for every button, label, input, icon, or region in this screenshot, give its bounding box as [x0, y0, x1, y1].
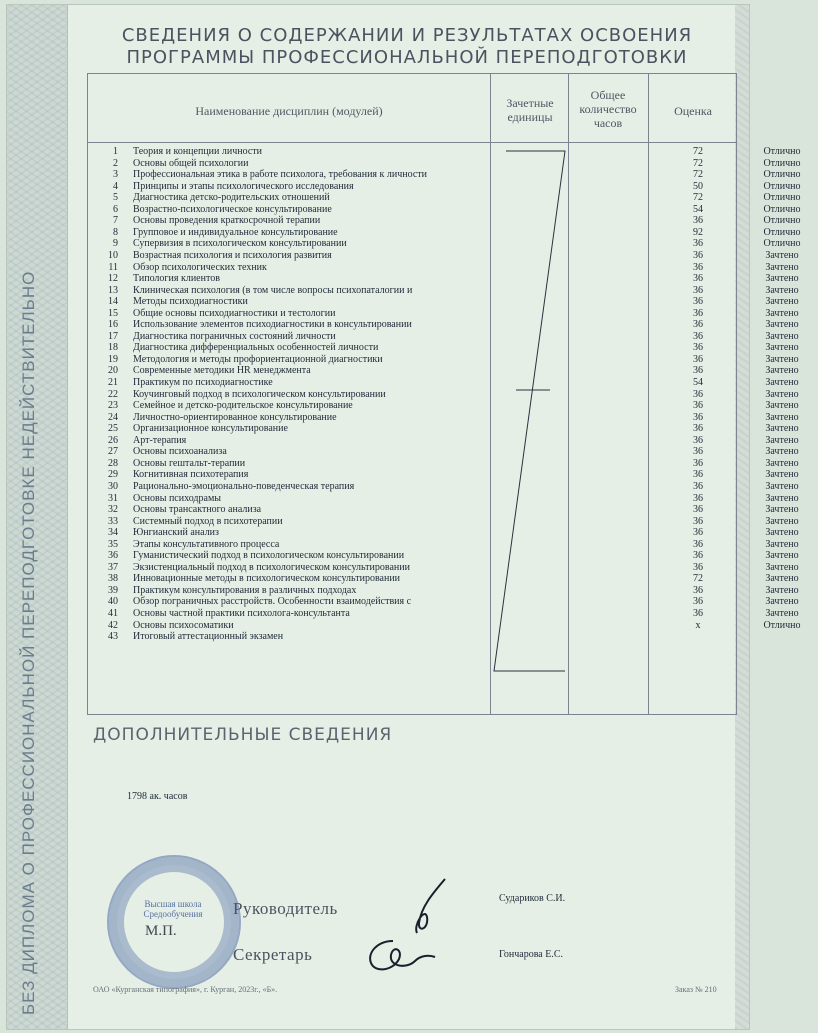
- hours-value: 36: [693, 411, 703, 423]
- row-number: 38: [108, 573, 118, 585]
- hours-value: 36: [693, 469, 703, 481]
- row-number: 24: [108, 411, 118, 423]
- discipline-name: Арт-терапия: [133, 434, 187, 446]
- row-number: 36: [108, 550, 118, 562]
- row-number: 4: [113, 180, 118, 192]
- row-number: 6: [113, 203, 118, 215]
- discipline-name: Практикум консультирования в различных подходах: [133, 584, 357, 596]
- grade-value: Зачтено: [765, 353, 799, 365]
- grade-value: Зачтено: [765, 365, 799, 377]
- discipline-name: Общие основы психодиагностики и тестологии: [133, 307, 336, 319]
- official-stamp: [107, 855, 241, 989]
- grade-value: Зачтено: [765, 249, 799, 261]
- discipline-name: Групповое и индивидуальное консультирование: [133, 226, 338, 238]
- hours-value: x: [695, 619, 701, 631]
- hours-value: 72: [693, 157, 703, 169]
- hours-value: 36: [693, 238, 703, 250]
- row-number: 11: [108, 261, 118, 273]
- grade-value: Отлично: [763, 192, 801, 204]
- diploma-supplement-page: [6, 4, 801, 1030]
- row-number: 1: [113, 146, 118, 157]
- row-number: 35: [108, 538, 118, 550]
- row-number: 26: [108, 434, 118, 446]
- grade-value: Зачтено: [765, 284, 799, 296]
- row-number: 40: [108, 596, 118, 608]
- director-label: Руководитель: [233, 899, 338, 918]
- row-number: 13: [108, 284, 118, 296]
- grade-value: Зачтено: [765, 608, 799, 619]
- printer-imprint: ОАО «Курганская типография», г. Курган, 2023г., «Б».: [93, 985, 278, 994]
- row-number: 3: [113, 169, 118, 181]
- discipline-name: Современные методики HR менеджмента: [133, 365, 311, 377]
- grade-value: Отлично: [763, 180, 801, 192]
- additional-info-text: 1798 ак. часов: [127, 791, 188, 802]
- row-number: 17: [108, 330, 118, 342]
- row-number: 2: [113, 157, 118, 169]
- hours-value: 36: [693, 400, 703, 412]
- grade-value: Зачтено: [765, 400, 799, 412]
- row-number: 8: [113, 226, 118, 238]
- row-number: 15: [108, 307, 118, 319]
- header-hours: Общее количество часов: [579, 88, 637, 130]
- hours-value: 36: [693, 561, 703, 573]
- row-number: 12: [108, 273, 118, 285]
- discipline-name: Профессиональная этика в работе психолога, требования к личности: [133, 169, 428, 181]
- row-number: 33: [108, 515, 118, 527]
- hours-value: 36: [693, 608, 703, 619]
- discipline-name: Клиническая психология (в том числе вопросы психопаталогии и: [133, 284, 413, 296]
- stamp-text: Высшая школа Средообучения: [143, 899, 203, 919]
- discipline-name: Рационально-эмоционально-поведенческая терапия: [133, 480, 355, 492]
- grade-value: Зачтено: [765, 307, 799, 319]
- discipline-name: Когнитивная психотерапия: [133, 469, 249, 481]
- grade-value: Зачтено: [765, 596, 799, 608]
- discipline-name: Экзистенциальный подход в психологическом консультировании: [133, 561, 410, 573]
- grade-value: Зачтено: [765, 515, 799, 527]
- discipline-name: Обзор пограничных расстройств. Особенности взаимодействия с: [133, 596, 412, 608]
- disciplines-table: [87, 73, 801, 715]
- grade-value: Отлично: [763, 215, 801, 227]
- discipline-name: Инновационные методы в психологическом консультировании: [133, 573, 401, 585]
- discipline-name: Юнгианский анализ: [133, 527, 219, 539]
- hours-value: 36: [693, 550, 703, 562]
- hours-value: 72: [693, 573, 703, 585]
- discipline-name: Методы психодиагностики: [133, 296, 248, 308]
- director-name: Судариков С.И.: [499, 893, 566, 904]
- secretary-name: Гончарова Е.С.: [499, 949, 564, 960]
- discipline-name: Гуманистический подход в психологическом консультировании: [133, 550, 405, 562]
- hours-value: 36: [693, 296, 703, 308]
- grade-value: Зачтено: [765, 550, 799, 562]
- grade-value: Зачтено: [765, 342, 799, 354]
- row-number: 22: [108, 388, 118, 400]
- row-number: 16: [108, 319, 118, 331]
- row-number: 18: [108, 342, 118, 354]
- page-title-line1: СВЕДЕНИЯ О СОДЕРЖАНИИ И РЕЗУЛЬТАТАХ ОСВОЕНИЯ: [121, 25, 693, 46]
- row-number: 41: [108, 608, 118, 619]
- hours-value: 72: [693, 192, 703, 204]
- grade-value: Зачтено: [765, 296, 799, 308]
- grade-value: Зачтено: [765, 480, 799, 492]
- grade-value: Отлично: [763, 169, 801, 181]
- discipline-name: Основы психоанализа: [133, 446, 227, 458]
- hours-value: 72: [693, 169, 703, 181]
- discipline-name: Системный подход в психотерапии: [133, 515, 283, 527]
- grade-value: Зачтено: [765, 584, 799, 596]
- discipline-name: Основы общей психологии: [133, 157, 249, 169]
- discipline-name: Возрастная психология и психология развития: [133, 249, 332, 261]
- discipline-name: Практикум по психодиагностике: [133, 377, 273, 388]
- hours-value: 36: [693, 492, 703, 504]
- order-number: Заказ № 210: [675, 985, 717, 994]
- discipline-name: Теория и концепции личности: [133, 146, 262, 157]
- row-number: 20: [108, 365, 118, 377]
- grade-value: Зачтено: [765, 377, 799, 388]
- grade-value: Отлично: [763, 157, 801, 169]
- row-number: 7: [113, 215, 118, 227]
- secretary-signature: [363, 933, 443, 983]
- page-title: [77, 25, 737, 69]
- additional-info-title: ДОПОЛНИТЕЛЬНЫЕ СВЕДЕНИЯ: [93, 725, 393, 745]
- director-signature: [403, 877, 463, 937]
- row-number: 9: [113, 238, 118, 250]
- hours-value: 36: [693, 365, 703, 377]
- discipline-name: Диагностика детско-родительских отношений: [133, 192, 330, 204]
- discipline-name: Основы трансактного анализа: [133, 504, 262, 516]
- row-number: 27: [108, 446, 118, 458]
- discipline-name: Основы проведения краткосрочной терапии: [133, 215, 321, 227]
- discipline-name: Семейное и детско-родительское консультирование: [133, 400, 353, 412]
- hours-value: 36: [693, 596, 703, 608]
- header-grade: Оценка: [674, 104, 712, 118]
- header-units: Зачетные единицы: [506, 96, 554, 124]
- grade-value: Зачтено: [765, 469, 799, 481]
- grade-value: Зачтено: [765, 504, 799, 516]
- grade-value: Отлично: [763, 226, 801, 238]
- row-number: 32: [108, 504, 118, 516]
- row-number: 37: [108, 561, 118, 573]
- grade-value: Зачтено: [765, 261, 799, 273]
- hours-value: 36: [693, 527, 703, 539]
- grade-value: Зачтено: [765, 492, 799, 504]
- hours-value: 36: [693, 307, 703, 319]
- row-number: 29: [108, 469, 118, 481]
- discipline-name: Организационное консультирование: [133, 423, 288, 435]
- row-number: 34: [108, 527, 118, 539]
- grade-value: Зачтено: [765, 457, 799, 469]
- seal-place-label: М.П.: [145, 923, 177, 939]
- discipline-name: Основы психосоматики: [133, 619, 234, 631]
- grade-value: Зачтено: [765, 273, 799, 285]
- page-title-line2: ПРОГРАММЫ ПРОФЕССИОНАЛЬНОЙ ПЕРЕПОДГОТОВКИ: [126, 47, 688, 68]
- side-warning-text: БЕЗ ДИПЛОМА О ПРОФЕССИОНАЛЬНОЙ ПЕРЕПОДГОТОВКЕ НЕДЕЙСТВИТЕЛЬНО: [19, 270, 38, 1015]
- hours-value: 36: [693, 515, 703, 527]
- discipline-name: Основы частной практики психолога-консультанта: [133, 608, 350, 619]
- grade-value: Зачтено: [765, 330, 799, 342]
- discipline-name: Основы гештальт-терапии: [133, 457, 246, 469]
- discipline-name: Использование элементов психодиагностики в консультировании: [133, 319, 412, 331]
- grade-value: Зачтено: [765, 446, 799, 458]
- discipline-name: Обзор психологических техник: [133, 261, 267, 273]
- hours-value: 36: [693, 342, 703, 354]
- discipline-name: Основы психодрамы: [133, 492, 221, 504]
- hours-value: 50: [693, 180, 703, 192]
- hours-value: 36: [693, 273, 703, 285]
- hours-value: 36: [693, 423, 703, 435]
- hours-value: 54: [693, 377, 703, 388]
- header-discipline: Наименование дисциплин (модулей): [195, 104, 383, 118]
- grade-value: Отлично: [763, 203, 801, 215]
- row-number: 23: [108, 400, 118, 412]
- hours-value: 36: [693, 284, 703, 296]
- grade-value: Зачтено: [765, 411, 799, 423]
- grade-value: Зачтено: [765, 423, 799, 435]
- row-number: 31: [108, 492, 118, 504]
- row-number: 43: [108, 631, 118, 643]
- hours-value: 36: [693, 249, 703, 261]
- hours-value: 36: [693, 330, 703, 342]
- discipline-name: Личностно-ориентированное консультирование: [133, 411, 337, 423]
- discipline-name: Итоговый аттестационный экзамен: [133, 631, 284, 643]
- row-number: 28: [108, 457, 118, 469]
- row-number: 39: [108, 584, 118, 596]
- discipline-name: Методология и методы профориентационной диагностики: [133, 353, 383, 365]
- row-number: 10: [108, 249, 118, 261]
- hours-value: 36: [693, 446, 703, 458]
- grade-value: Зачтено: [765, 388, 799, 400]
- discipline-name: Супервизия в психологическом консультировании: [133, 238, 347, 250]
- grade-value: Зачтено: [765, 538, 799, 550]
- grade-value: Зачтено: [765, 434, 799, 446]
- hours-value: 36: [693, 319, 703, 331]
- grade-value: Зачтено: [765, 527, 799, 539]
- row-number: 30: [108, 480, 118, 492]
- row-number: 42: [108, 619, 118, 631]
- grade-value: Зачтено: [765, 319, 799, 331]
- discipline-name: Типология клиентов: [133, 273, 220, 285]
- hours-value: 36: [693, 538, 703, 550]
- grade-value: Отлично: [763, 146, 801, 157]
- hours-value: 72: [693, 146, 703, 157]
- row-number: 25: [108, 423, 118, 435]
- hours-value: 36: [693, 504, 703, 516]
- discipline-name: Возрастно-психологическое консультирование: [133, 203, 332, 215]
- discipline-name: Диагностика пограничных состояний личности: [133, 330, 336, 342]
- hours-value: 36: [693, 215, 703, 227]
- hours-value: 36: [693, 353, 703, 365]
- hours-value: 36: [693, 388, 703, 400]
- units-strike-line: [88, 74, 736, 714]
- row-number: 14: [108, 296, 118, 308]
- hours-value: 36: [693, 434, 703, 446]
- grade-value: Отлично: [763, 238, 801, 250]
- hours-value: 36: [693, 457, 703, 469]
- discipline-name: Принципы и этапы психологического исследования: [133, 180, 354, 192]
- row-number: 21: [108, 377, 118, 388]
- grade-value: Отлично: [763, 619, 801, 631]
- row-number: 5: [113, 192, 118, 204]
- secretary-label: Секретарь: [233, 945, 313, 964]
- grade-value: Зачтено: [765, 561, 799, 573]
- discipline-name: Этапы консультативного процесса: [133, 538, 280, 550]
- hours-value: 36: [693, 261, 703, 273]
- hours-value: 36: [693, 480, 703, 492]
- grade-value: Зачтено: [765, 573, 799, 585]
- discipline-name: Диагностика дифференциальных особенностей личности: [133, 342, 379, 354]
- hours-value: 36: [693, 584, 703, 596]
- row-number: 19: [108, 353, 118, 365]
- discipline-name: Коучинговый подход в психологическом консультировании: [133, 388, 386, 400]
- hours-value: 54: [693, 203, 703, 215]
- hours-value: 92: [693, 226, 703, 238]
